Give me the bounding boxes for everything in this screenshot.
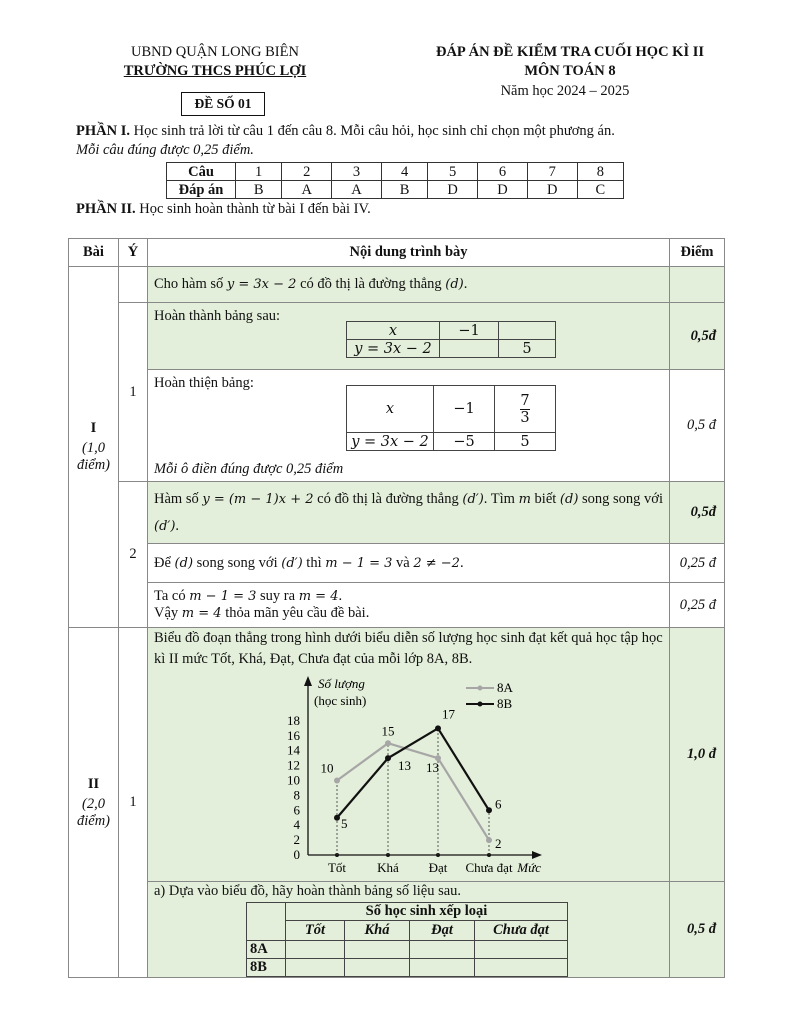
numerator: 7 bbox=[520, 392, 530, 409]
cell: 5 bbox=[499, 340, 556, 358]
empty-cell bbox=[499, 322, 556, 340]
text: a) Dựa vào biểu đồ, hãy hoàn thành bảng số liệu sau. bbox=[154, 883, 462, 899]
text: song song với bbox=[193, 554, 282, 571]
col-header: Khá bbox=[345, 921, 410, 941]
table-row bbox=[69, 628, 725, 882]
header-y: Ý bbox=[119, 239, 148, 267]
answer: D bbox=[478, 181, 528, 199]
data-point-8A bbox=[486, 837, 492, 843]
math: (d′) bbox=[154, 518, 176, 534]
input-cell bbox=[286, 941, 345, 959]
text: và bbox=[392, 554, 414, 571]
x-axis-label: Mức bbox=[517, 860, 541, 875]
bai-1-score: (1,0 điểm) bbox=[76, 440, 110, 473]
row-header: 8A bbox=[247, 941, 286, 959]
exam-code-box: ĐỀ SỐ 01 bbox=[181, 92, 265, 116]
col-header: Tốt bbox=[286, 921, 345, 941]
cell: x bbox=[347, 386, 434, 433]
input-cell bbox=[345, 959, 410, 977]
content-cell bbox=[148, 303, 670, 370]
table-row bbox=[69, 583, 725, 628]
legend-label: 8A bbox=[497, 680, 513, 695]
table-row bbox=[69, 482, 725, 544]
input-cell bbox=[286, 959, 345, 977]
data-label-8A: 15 bbox=[381, 723, 395, 739]
answer: A bbox=[282, 181, 332, 199]
cell: y = 3x − 2 bbox=[347, 340, 440, 358]
question-number: 1 bbox=[236, 163, 282, 181]
input-cell bbox=[345, 941, 410, 959]
header-row bbox=[69, 239, 725, 267]
part1-label: PHẦN I. bbox=[76, 123, 130, 139]
group-header: Số học sinh xếp loại bbox=[286, 903, 568, 921]
cell: −5 bbox=[434, 433, 495, 451]
data-label-8B: 6 bbox=[495, 796, 502, 812]
y-tick-label: 2 bbox=[293, 832, 300, 848]
question-number: 5 bbox=[428, 163, 478, 181]
points-cell: 0,5 đ bbox=[670, 882, 725, 978]
y-axis-arrow bbox=[304, 676, 312, 686]
input-cell bbox=[475, 959, 568, 977]
legend-marker-8B bbox=[478, 702, 483, 707]
table-row bbox=[69, 303, 725, 370]
y-tick-label: 0 bbox=[293, 847, 300, 862]
points-cell: 0,5đ bbox=[670, 482, 725, 544]
text: . bbox=[459, 554, 464, 571]
text: Để bbox=[154, 554, 175, 571]
part2-instruction bbox=[76, 201, 371, 218]
part1-instruction bbox=[76, 123, 615, 140]
data-label-8A: 10 bbox=[320, 760, 334, 776]
input-cell bbox=[410, 941, 475, 959]
cell: y = 3x − 2 bbox=[347, 433, 434, 451]
legend-marker-8A bbox=[478, 686, 483, 691]
school-year: Năm học 2024 – 2025 bbox=[500, 83, 630, 99]
y-1-label: 1 bbox=[119, 303, 148, 482]
math: y = 3x − 2 bbox=[226, 277, 297, 292]
data-label-8A: 13 bbox=[426, 760, 439, 776]
table-row bbox=[69, 882, 725, 978]
content-cell bbox=[148, 882, 670, 978]
text: có đồ thị là đường thẳng bbox=[313, 490, 463, 507]
question-number: 2 bbox=[282, 163, 332, 181]
text: Vậy bbox=[154, 605, 182, 621]
data-point-8B bbox=[385, 755, 391, 761]
points-cell bbox=[670, 267, 725, 303]
math: m = 4 bbox=[181, 606, 222, 621]
math: m = 4 bbox=[298, 589, 339, 604]
y-tick-label: 10 bbox=[287, 772, 300, 788]
math: m bbox=[518, 491, 531, 507]
bai-2-score: (2,0 điểm) bbox=[76, 795, 110, 829]
x-tick-label: Tốt bbox=[327, 860, 347, 875]
line bbox=[154, 605, 663, 622]
line bbox=[154, 588, 663, 605]
col-header: Chưa đạt bbox=[475, 921, 568, 941]
answer: A bbox=[332, 181, 382, 199]
points-cell: 0,5 đ bbox=[670, 370, 725, 482]
text: có đồ thị là đường thẳng bbox=[296, 276, 446, 292]
math: (d′) bbox=[281, 555, 303, 571]
math: (d) bbox=[445, 277, 464, 292]
table-row bbox=[69, 370, 725, 482]
bai-2-label: II bbox=[87, 775, 100, 792]
content-cell bbox=[148, 583, 670, 628]
y-tick-label: 16 bbox=[287, 727, 300, 743]
doc-title: ĐÁP ÁN ĐỀ KIỂM TRA CUỐI HỌC KÌ II bbox=[435, 44, 705, 60]
x-tick-label: Đạt bbox=[428, 860, 448, 875]
points-cell: 1,0 đ bbox=[670, 628, 725, 882]
text: thì bbox=[302, 554, 326, 571]
part2-label: PHẦN II. bbox=[76, 201, 136, 217]
y-tick-label: 6 bbox=[293, 802, 300, 818]
bai-1-cell bbox=[69, 267, 119, 628]
data-point-8A bbox=[334, 778, 340, 784]
content-cell bbox=[148, 370, 670, 482]
math: (d′) bbox=[462, 491, 484, 507]
text: . bbox=[338, 588, 343, 604]
empty-y-cell bbox=[119, 267, 148, 303]
denominator: 3 bbox=[520, 409, 530, 426]
answer: D bbox=[527, 181, 577, 199]
data-point-8B bbox=[486, 807, 492, 813]
y-axis-label: Số lượng bbox=[318, 676, 365, 691]
text: thỏa mãn yêu cầu đề bài. bbox=[221, 605, 370, 621]
legend-label: 8B bbox=[497, 696, 513, 711]
district-name: UBND QUẬN LONG BIÊN bbox=[131, 44, 299, 60]
points-cell: 0,25 đ bbox=[670, 544, 725, 583]
text: . bbox=[175, 517, 180, 534]
y-2-label: 2 bbox=[119, 482, 148, 628]
question-row bbox=[167, 163, 624, 181]
points-cell: 0,5đ bbox=[670, 303, 725, 370]
answer: B bbox=[381, 181, 427, 199]
y-3-label: 1 bbox=[119, 628, 148, 978]
part2-text: Học sinh hoàn thành từ bài I đến bài IV. bbox=[135, 201, 371, 217]
question-number: 8 bbox=[577, 163, 623, 181]
header-bai: Bài bbox=[69, 239, 119, 267]
content-cell bbox=[148, 267, 670, 303]
cell: 5 bbox=[495, 433, 556, 451]
question-number: 4 bbox=[381, 163, 427, 181]
fraction-cell bbox=[495, 386, 556, 433]
text: Hàm số bbox=[154, 490, 203, 507]
text: song song với bbox=[578, 490, 664, 507]
table-row bbox=[69, 544, 725, 583]
math: (d) bbox=[559, 491, 579, 507]
text: biết bbox=[530, 490, 560, 507]
content-cell bbox=[148, 544, 670, 583]
input-cell bbox=[410, 959, 475, 977]
line-chart bbox=[266, 672, 556, 882]
y-tick-label: 8 bbox=[293, 787, 300, 803]
question-number: 3 bbox=[332, 163, 382, 181]
y-axis-label: (học sinh) bbox=[314, 693, 367, 708]
cell: −1 bbox=[434, 386, 495, 433]
input-cell bbox=[475, 941, 568, 959]
row-header: 8B bbox=[247, 959, 286, 977]
text: suy ra bbox=[256, 588, 299, 604]
value-table bbox=[346, 321, 556, 358]
empty-cell bbox=[247, 903, 286, 941]
y-tick-label: 14 bbox=[287, 742, 300, 758]
answer-header: Đáp án bbox=[167, 181, 236, 199]
col-header: Đạt bbox=[410, 921, 475, 941]
data-point-8B bbox=[435, 725, 441, 731]
answer-key-table bbox=[166, 162, 624, 199]
answer: B bbox=[236, 181, 282, 199]
text: Ta có bbox=[154, 588, 190, 604]
x-tick-label: Chưa đạt bbox=[465, 860, 513, 875]
text: . Tìm bbox=[483, 490, 519, 507]
part1-note: Mỗi câu đúng được 0,25 điểm. bbox=[76, 142, 254, 158]
math: 2 ≠ −2 bbox=[413, 555, 460, 571]
data-point-8B bbox=[334, 815, 340, 821]
cell: x bbox=[347, 322, 440, 340]
y-tick-label: 4 bbox=[293, 817, 300, 833]
note: Mỗi ô điền đúng được 0,25 điểm bbox=[154, 461, 344, 477]
table-row bbox=[69, 267, 725, 303]
y-tick-label: 18 bbox=[287, 712, 300, 728]
text: Hoàn thành bảng sau: bbox=[154, 308, 281, 324]
data-label-8B: 17 bbox=[442, 706, 455, 722]
question-number: 6 bbox=[478, 163, 528, 181]
data-entry-table bbox=[246, 902, 568, 977]
data-label-8A: 2 bbox=[495, 836, 502, 852]
text: Hoàn thiện bảng: bbox=[154, 375, 254, 391]
solution-table bbox=[68, 238, 725, 978]
x-axis-arrow bbox=[532, 851, 542, 859]
y-tick-label: 12 bbox=[287, 757, 300, 773]
bai-2-cell bbox=[69, 628, 119, 978]
question-header: Câu bbox=[167, 163, 236, 181]
school-name: TRƯỜNG THCS PHÚC LỢI bbox=[123, 63, 307, 79]
bai-1-label: I bbox=[90, 420, 97, 436]
empty-cell bbox=[440, 340, 499, 358]
math: m − 1 = 3 bbox=[325, 555, 393, 571]
cell: −1 bbox=[440, 322, 499, 340]
value-table bbox=[346, 385, 556, 451]
text: Cho hàm số bbox=[154, 276, 227, 292]
content-cell bbox=[148, 482, 670, 544]
answer: C bbox=[577, 181, 623, 199]
points-cell: 0,25 đ bbox=[670, 583, 725, 628]
x-tick-label: Khá bbox=[377, 860, 399, 875]
math: (d) bbox=[174, 555, 194, 571]
header-content: Nội dung trình bày bbox=[148, 239, 670, 267]
answer-row bbox=[167, 181, 624, 199]
data-label-8B: 13 bbox=[398, 758, 411, 774]
subject: MÔN TOÁN 8 bbox=[524, 63, 616, 79]
math: y = (m − 1)x + 2 bbox=[202, 491, 314, 507]
math: m − 1 = 3 bbox=[189, 589, 257, 604]
content-cell bbox=[148, 628, 670, 882]
header-points: Điểm bbox=[670, 239, 725, 267]
part1-text: Học sinh trả lời từ câu 1 đến câu 8. Mỗi câu hỏi, học sinh chỉ chọn một phương án. bbox=[129, 123, 615, 139]
chart-description: Biểu đồ đoạn thẳng trong hình dưới biểu diễn số lượng học sinh đạt kết quả học tập học kì II mức Tốt, Khá, Đạt, Chưa đạt của mỗi lớp 8A, 8B. bbox=[154, 630, 663, 667]
answer: D bbox=[428, 181, 478, 199]
question-number: 7 bbox=[527, 163, 577, 181]
data-label-8B: 5 bbox=[341, 815, 348, 831]
data-point-8A bbox=[385, 740, 391, 746]
text: . bbox=[463, 276, 468, 292]
